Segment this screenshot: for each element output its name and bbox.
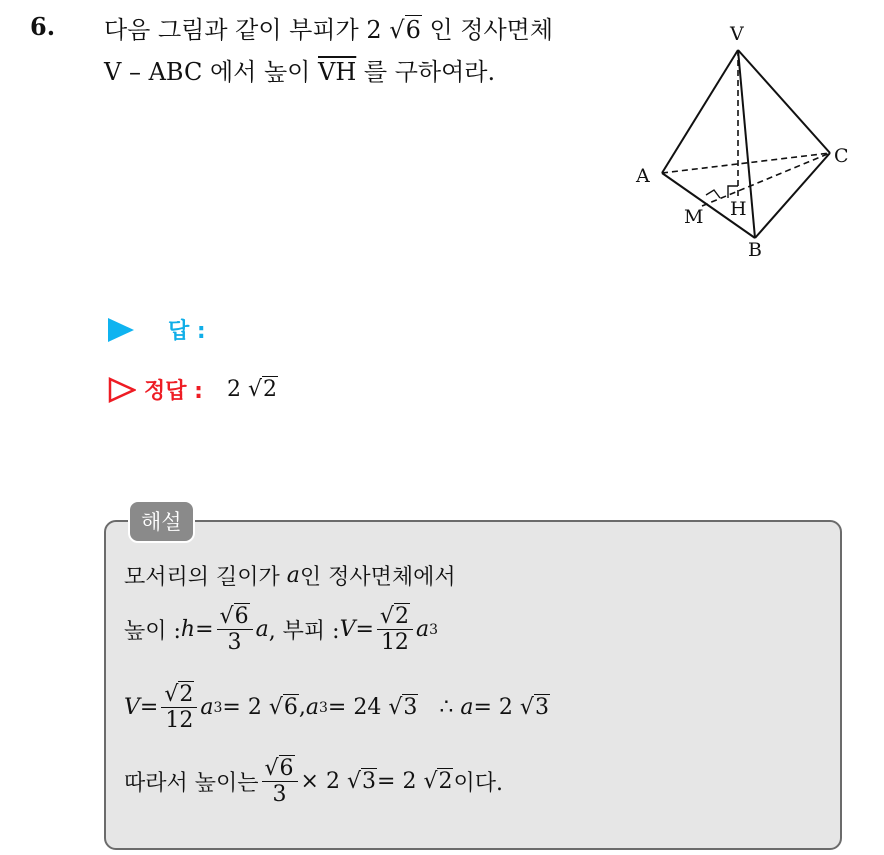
answer-label: 답 : xyxy=(168,319,206,344)
solution-line2 xyxy=(124,604,438,656)
text: = 2 xyxy=(473,695,513,721)
text: = 2 xyxy=(222,695,262,721)
sqrt-expression: √6 xyxy=(389,16,421,44)
var-v: V xyxy=(124,695,140,721)
sqrt-expression: √2 xyxy=(247,377,277,402)
exponent: 3 xyxy=(319,699,328,716)
edge-bc xyxy=(755,153,830,238)
sqrt-radicand: 6 xyxy=(234,604,249,629)
sqrt-expression: √6 xyxy=(268,695,298,721)
var-a: a xyxy=(200,695,214,721)
solution-line4 xyxy=(124,756,503,808)
correct-answer-row xyxy=(108,374,278,405)
sqrt-radicand: 6 xyxy=(405,16,421,44)
var-v: V xyxy=(339,617,356,643)
denominator: 12 xyxy=(165,708,194,734)
play-arrow-icon xyxy=(108,318,134,342)
question-text-line2 xyxy=(104,52,495,87)
fraction: $\frac{√2}{12}$ xyxy=(377,604,413,656)
label-v: V xyxy=(730,23,744,45)
denominator: 12 xyxy=(380,630,409,656)
sqrt-expression: √3 xyxy=(519,695,549,721)
solution-line3 xyxy=(124,682,550,734)
text: 모서리의 길이가 xyxy=(124,565,280,590)
sqrt-radicand: 2 xyxy=(179,682,194,707)
solution-line1 xyxy=(124,560,456,591)
correct-answer-label: 정답 : xyxy=(144,379,203,404)
label-h: H xyxy=(730,198,747,220)
question-text-part: V – ABC 에서 높이 xyxy=(104,58,318,86)
text: 따라서 높이는 xyxy=(124,771,259,797)
therefore-symbol: ∴ xyxy=(418,695,461,721)
denominator: 3 xyxy=(227,630,242,656)
sqrt-expression: √3 xyxy=(346,769,377,795)
question-text-part: 를 구하여라. xyxy=(356,58,496,86)
question-text-line1 xyxy=(104,10,553,45)
label-m: M xyxy=(684,206,704,228)
var-a: a xyxy=(255,617,269,643)
solution-tag: 해설 xyxy=(128,500,195,543)
var-a: a xyxy=(286,563,300,588)
equals: = xyxy=(139,695,159,721)
var-a: a xyxy=(460,695,474,721)
sqrt-expression: √2 xyxy=(423,769,453,795)
sqrt-radicand: 3 xyxy=(534,695,549,721)
coef: 2 xyxy=(226,377,241,402)
label-c: C xyxy=(834,145,849,167)
text: 인 정사면체에서 xyxy=(299,565,456,590)
right-angle-mark-h xyxy=(728,186,738,198)
sqrt-radicand: 3 xyxy=(403,695,418,721)
edge-vc xyxy=(738,50,830,153)
question-text-part: 다음 그림과 같이 부피가 2 xyxy=(104,16,382,44)
sqrt-radicand: 6 xyxy=(283,695,298,721)
sqrt-expression: √3 xyxy=(388,695,418,721)
fraction: $\frac{√6}{3}$ xyxy=(217,604,253,656)
label-b: B xyxy=(748,239,762,261)
text: , 부피 : xyxy=(268,619,340,645)
exponent: 3 xyxy=(213,699,223,716)
equals: = xyxy=(195,617,214,643)
fraction: $\frac{√2}{12}$ xyxy=(161,682,197,734)
fraction: $\frac{√6}{3}$ xyxy=(262,756,298,808)
edge-va xyxy=(662,50,738,173)
text: = 24 xyxy=(327,695,382,721)
sqrt-radicand: 3 xyxy=(362,769,377,795)
outline-arrow-icon xyxy=(108,377,136,403)
correct-answer-value xyxy=(227,377,278,402)
var-h: h xyxy=(180,617,196,643)
answer-row xyxy=(108,314,206,345)
right-angle-mark-m xyxy=(706,190,720,198)
sqrt-radicand: 2 xyxy=(263,377,277,402)
tetrahedron-figure xyxy=(620,10,860,265)
exponent: 3 xyxy=(429,621,438,638)
segment-vh: $\overline{VH}$ xyxy=(318,58,357,86)
text: , xyxy=(298,695,306,721)
question-text-part: 인 정사면체 xyxy=(421,16,554,44)
label-a: A xyxy=(636,165,650,187)
text: 높이 : xyxy=(124,619,181,645)
text: × 2 xyxy=(300,769,340,795)
denominator: 3 xyxy=(272,782,287,808)
text: 이다. xyxy=(453,771,503,797)
question-number: 6. xyxy=(30,12,56,41)
var-a: a xyxy=(415,617,430,643)
sqrt-radicand: 6 xyxy=(279,756,294,781)
sqrt-radicand: 2 xyxy=(438,769,453,795)
var-a: a xyxy=(305,695,319,721)
text: = 2 xyxy=(377,769,417,795)
sqrt-radicand: 2 xyxy=(394,604,409,629)
equals: = xyxy=(355,617,374,643)
